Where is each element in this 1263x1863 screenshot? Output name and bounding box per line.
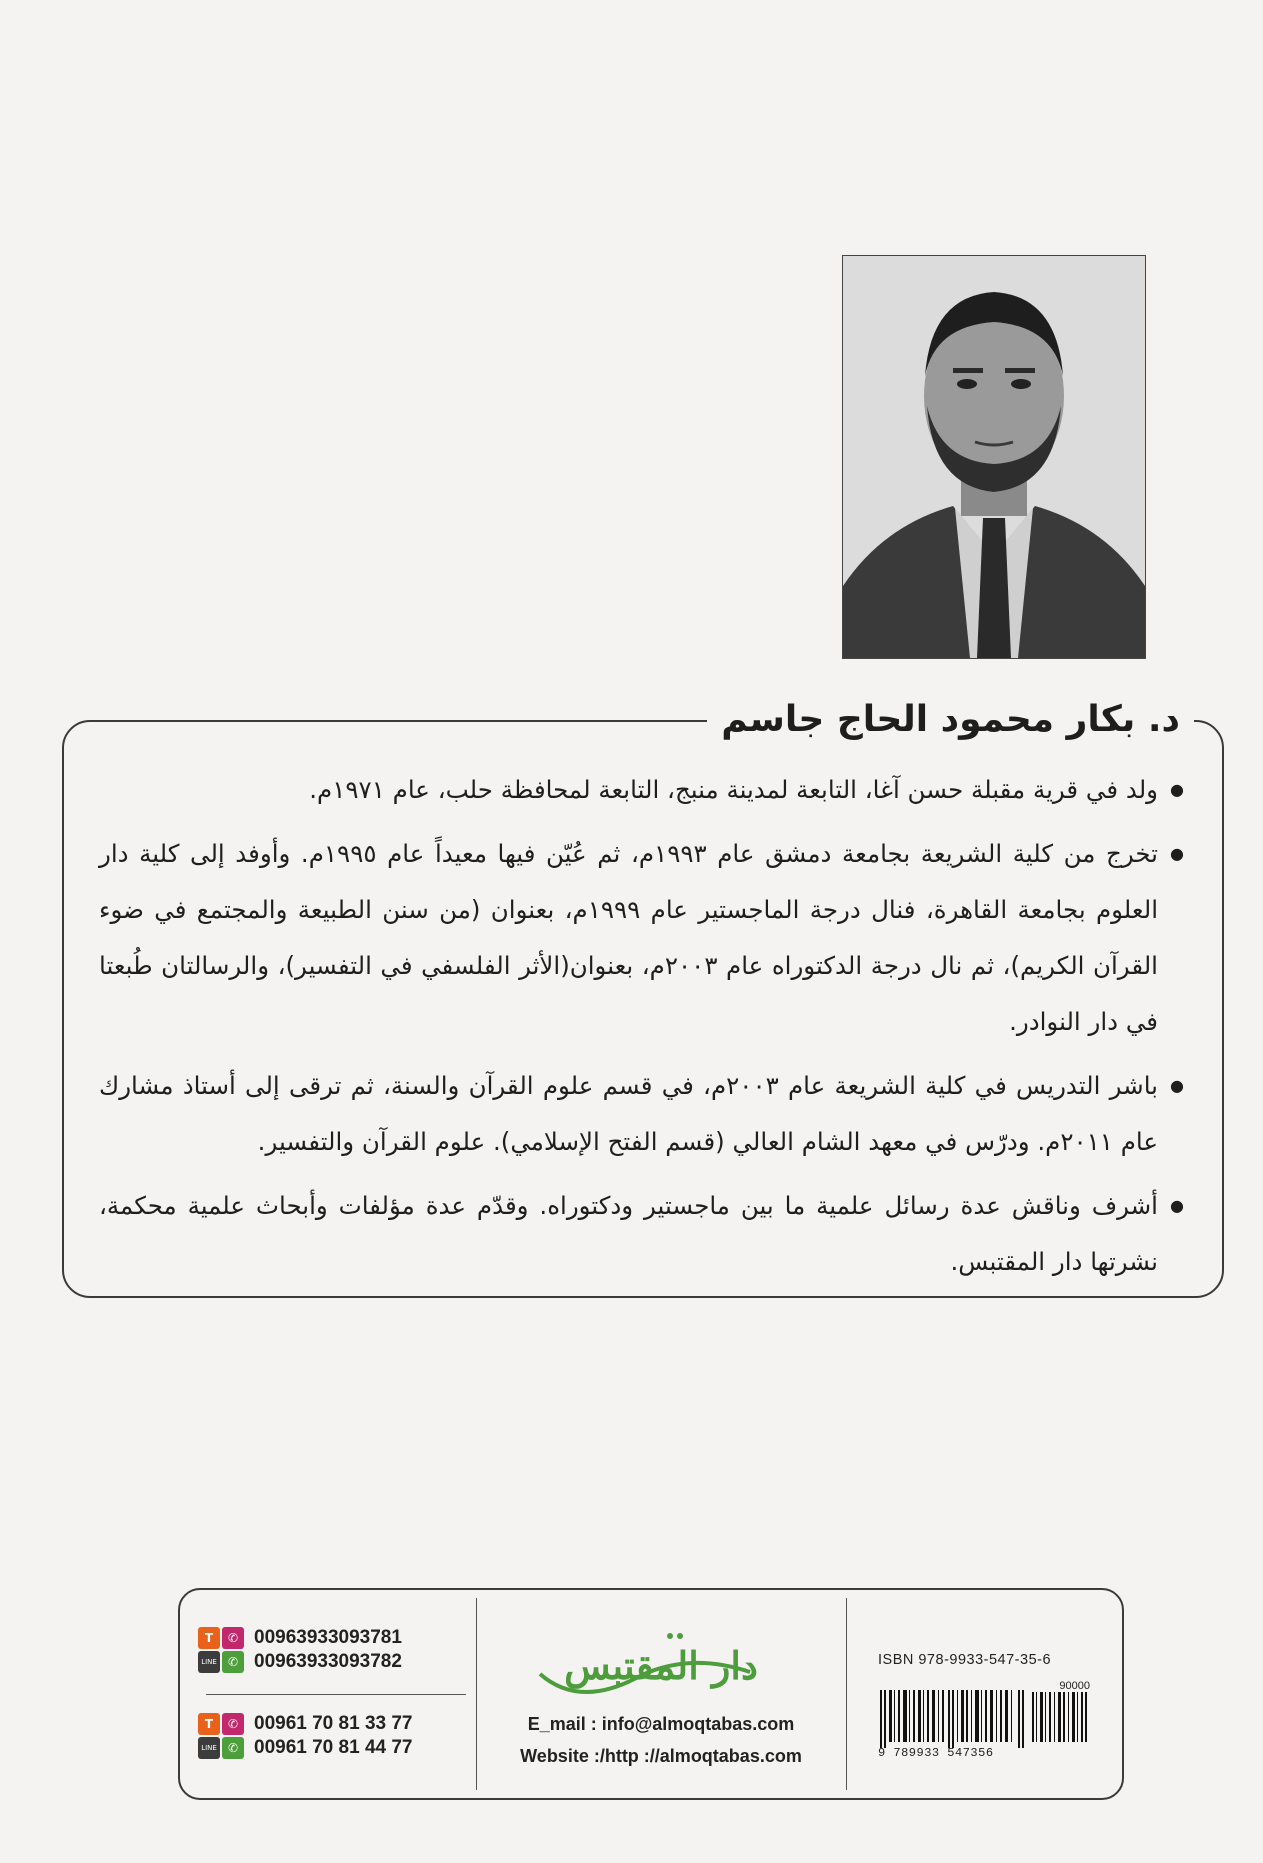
biography-box bbox=[62, 699, 1224, 1298]
biography-list bbox=[99, 762, 1184, 1298]
publisher-logo bbox=[520, 1614, 802, 1704]
viber-icon: ✆ bbox=[222, 1713, 244, 1735]
barcode-addon-bars bbox=[1032, 1692, 1088, 1742]
publisher-website[interactable]: Website :/http ://almoqtabas.com bbox=[520, 1746, 802, 1766]
author-photo bbox=[842, 255, 1146, 659]
contact-separator bbox=[206, 1694, 466, 1695]
phone-number[interactable]: 00961 70 81 33 77 bbox=[254, 1713, 413, 1734]
publisher-section bbox=[480, 1590, 842, 1798]
whatsapp-icon: ✆ bbox=[222, 1737, 244, 1759]
footer-divider bbox=[476, 1598, 477, 1790]
phone-icon: T bbox=[198, 1627, 220, 1649]
barcode-bars bbox=[878, 1690, 1028, 1748]
contact-section bbox=[198, 1590, 470, 1798]
line-icon: LINE bbox=[198, 1651, 220, 1673]
isbn-number: ISBN 978-9933-547-35-6 bbox=[878, 1652, 1052, 1668]
phone-icon: T bbox=[198, 1713, 220, 1735]
author-name: د. بكار محمود الحاج جاسم bbox=[707, 696, 1194, 744]
barcode-digits: 9 789933 547356 bbox=[878, 1746, 994, 1760]
whatsapp-icon: ✆ bbox=[222, 1651, 244, 1673]
publisher-email[interactable]: E_mail : info@almoqtabas.com bbox=[527, 1714, 795, 1734]
bio-item-birth: ● ولد في قرية مقبلة حسن آغا، التابعة لمدينة منبج، التابعة لمحافظة حلب، عام ١٩٧١م. bbox=[99, 762, 1184, 818]
bio-item-education: ● تخرج من كلية الشريعة بجامعة دمشق عام ١٩٩٣م، ثم عُيّن فيها معيداً عام ١٩٩٥م. وأوفد إلى كلية دار العلوم بجامعة القاهرة، فنال درجة الماجستير عام ١٩٩٩م، بعنوان (من سنن الطبيعة والمجتمع في ضوء القرآن الكريم)، ثم نال درجة الدكتوراه عام ٢٠٠٣م، بعنوان(الأثر الفلسفي في التفسير)، والرسالتان طُبعتا في دار النوادر. bbox=[99, 826, 1184, 1050]
footer-divider bbox=[846, 1598, 847, 1790]
phone-number[interactable]: 00961 70 81 44 77 bbox=[254, 1737, 413, 1758]
author-portrait-image bbox=[843, 256, 1145, 658]
isbn-section bbox=[850, 1590, 1118, 1798]
phone-number[interactable]: 00963933093781 bbox=[254, 1627, 402, 1648]
contact-icons bbox=[198, 1713, 244, 1759]
publisher-footer bbox=[178, 1588, 1124, 1800]
bio-item-supervision: ● أشرف وناقش عدة رسائل علمية ما بين ماجستير ودكتوراه. وقدّم عدة مؤلفات وأبحاث علمية محكمة، نشرتها دار المقتبس. bbox=[99, 1178, 1184, 1290]
bio-item-teaching: ● باشر التدريس في كلية الشريعة عام ٢٠٠٣م، في قسم علوم القرآن والسنة، ثم ترقى إلى أستاذ مشارك عام ٢٠١١م. ودرّس في معهد الشام العالي (قسم الفتح الإسلامي). علوم القرآن والتفسير. bbox=[99, 1058, 1184, 1170]
price-code: 90000 bbox=[1059, 1680, 1090, 1692]
viber-icon: ✆ bbox=[222, 1627, 244, 1649]
line-icon: LINE bbox=[198, 1737, 220, 1759]
publisher-logo-text: دار المقتبس bbox=[564, 1643, 758, 1688]
phone-group-syria bbox=[198, 1626, 402, 1674]
barcode bbox=[878, 1676, 1092, 1772]
phone-number[interactable]: 00963933093782 bbox=[254, 1651, 402, 1672]
phone-group-lebanon bbox=[198, 1712, 413, 1760]
contact-icons bbox=[198, 1627, 244, 1673]
